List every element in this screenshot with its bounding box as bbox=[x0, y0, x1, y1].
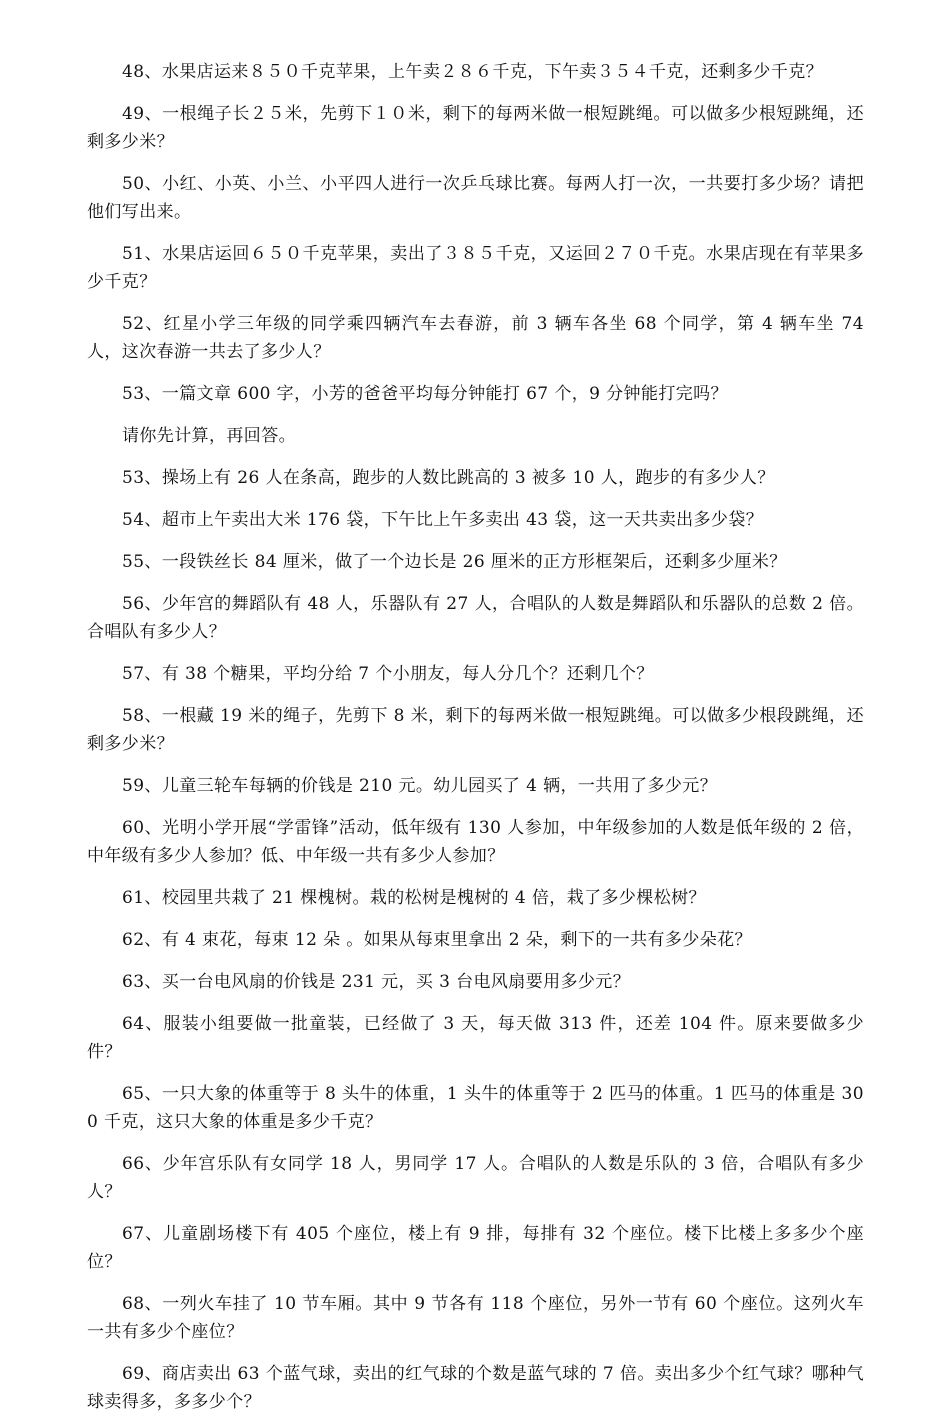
problem-51: 51、水果店运回６５０千克苹果，卖出了３８５千克，又运回２７０千克。水果店现在有苹果多少千克？ bbox=[87, 244, 864, 292]
problem-54: 54、超市上午卖出大米 176 袋，下午比上午多卖出 43 袋，这一天共卖出多少袋？ bbox=[122, 510, 764, 530]
problem-61: 61、校园里共栽了 21 棵槐树。栽的松树是槐树的 4 倍，栽了多少棵松树？ bbox=[122, 888, 706, 908]
instruction-line: 请你先计算，再回答。 bbox=[122, 426, 296, 446]
problem-63: 63、买一台电风扇的价钱是 231 元，买 3 台电风扇要用多少元？ bbox=[122, 972, 631, 992]
problem-50: 50、小红、小英、小兰、小平四人进行一次乒乓球比赛。每两人打一次，一共要打多少场？请把他们写出来。 bbox=[87, 174, 864, 222]
problem-55: 55、一段铁丝长 84 厘米，做了一个边长是 26 厘米的正方形框架后，还剩多少厘米？ bbox=[122, 552, 787, 572]
problem-59: 59、儿童三轮车每辆的价钱是 210 元。幼儿园买了 4 辆，一共用了多少元？ bbox=[122, 776, 718, 796]
problem-58: 58、一根藏 19 米的绳子，先剪下 8 米，剩下的每两米做一根短跳绳。可以做多少根段跳绳，还剩多少米？ bbox=[87, 706, 864, 754]
problem-52: 52、红星小学三年级的同学乘四辆汽车去春游，前 3 辆车各坐 68 个同学，第 4 辆车坐 74 人，这次春游一共去了多少人？ bbox=[87, 314, 864, 362]
problem-60: 60、光明小学开展“学雷锋”活动，低年级有 130 人参加，中年级参加的人数是低年级的 2 倍，中年级有多少人参加？低、中年级一共有多少人参加？ bbox=[87, 818, 864, 866]
problem-53b: 53、操场上有 26 人在条高，跑步的人数比跳高的 3 被多 10 人，跑步的有多少人？ bbox=[122, 468, 775, 488]
problem-56: 56、少年宫的舞蹈队有 48 人，乐器队有 27 人，合唱队的人数是舞蹈队和乐器队的总数 2 倍。合唱队有多少人？ bbox=[87, 594, 864, 642]
problem-57: 57、有 38 个糖果，平均分给 7 个小朋友，每人分几个？还剩几个？ bbox=[122, 664, 654, 684]
problem-66: 66、少年宫乐队有女同学 18 人，男同学 17 人。合唱队的人数是乐队的 3 倍，合唱队有多少人？ bbox=[87, 1154, 864, 1202]
problem-69: 69、商店卖出 63 个蓝气球，卖出的红气球的个数是蓝气球的 7 倍。卖出多少个红气球？哪种气球卖得多，多多少个？ bbox=[87, 1364, 864, 1412]
problem-62: 62、有 4 束花，每束 12 朵 。如果从每束里拿出 2 朵，剩下的一共有多少朵花？ bbox=[122, 930, 752, 950]
problem-64: 64、服装小组要做一批童装，已经做了 3 天，每天做 313 件，还差 104 件。原来要做多少件？ bbox=[87, 1014, 864, 1062]
problem-68: 68、一列火车挂了 10 节车厢。其中 9 节各有 118 个座位，另外一节有 60 个座位。这列火车一共有多少个座位？ bbox=[87, 1294, 864, 1342]
problem-65: 65、一只大象的体重等于 8 头牛的体重，1 头牛的体重等于 2 匹马的体重。1 匹马的体重是 300 千克，这只大象的体重是多少千克？ bbox=[87, 1084, 864, 1132]
problem-49: 49、一根绳子长２５米，先剪下１０米，剩下的每两米做一根短跳绳。可以做多少根短跳绳，还剩多少米？ bbox=[87, 104, 864, 152]
problem-48: 48、水果店运来８５０千克苹果，上午卖２８６千克，下午卖３５４千克，还剩多少千克？ bbox=[122, 62, 824, 82]
problem-67: 67、儿童剧场楼下有 405 个座位，楼上有 9 排，每排有 32 个座位。楼下比楼上多多少个座位？ bbox=[87, 1224, 864, 1272]
problem-53a: 53、一篇文章 600 字，小芳的爸爸平均每分钟能打 67 个，9 分钟能打完吗？ bbox=[122, 384, 728, 404]
